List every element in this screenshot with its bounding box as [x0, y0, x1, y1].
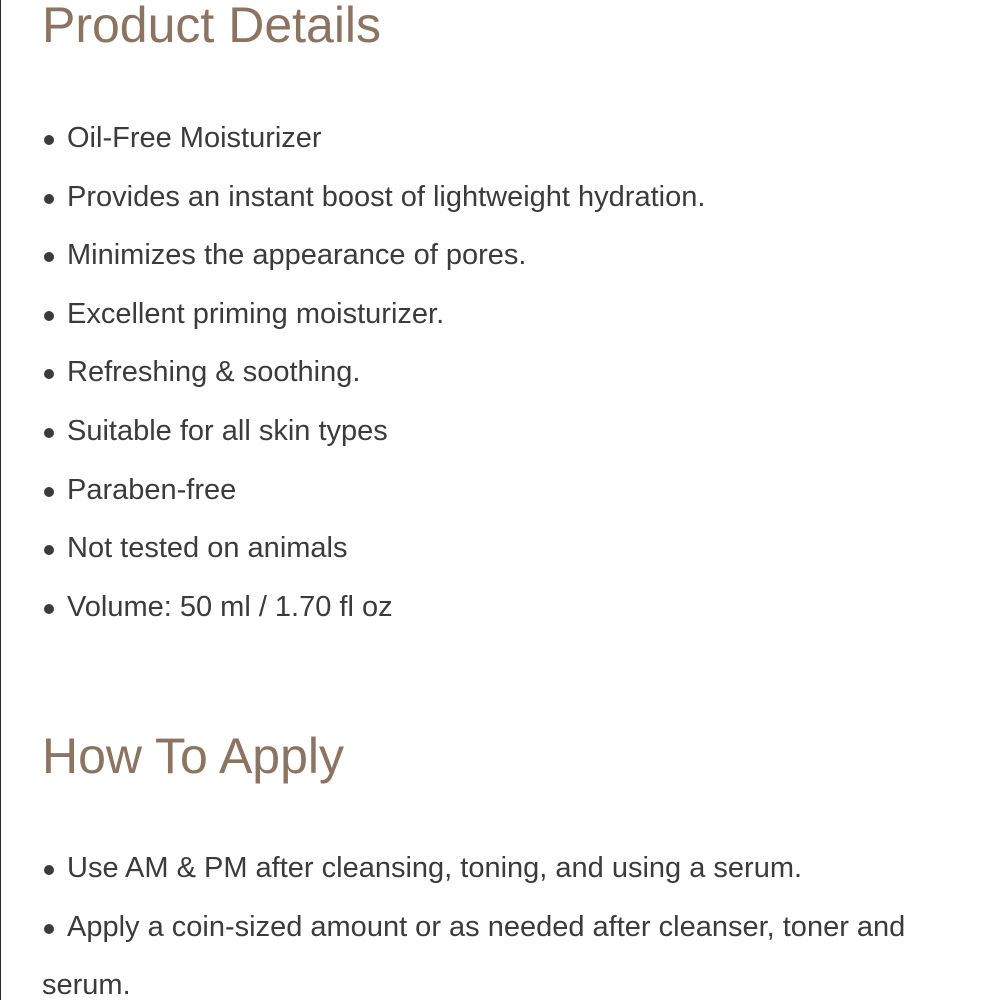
list-item-text: Excellent priming moisturizer. [67, 297, 445, 330]
product-details-list [42, 109, 972, 636]
bullet-icon [44, 252, 54, 262]
list-item [42, 168, 972, 227]
bullet-icon [44, 369, 54, 379]
bullet-icon [44, 311, 54, 321]
bullet-icon [44, 194, 54, 204]
list-item [42, 226, 972, 285]
list-item-text: Paraben-free [67, 473, 237, 506]
bullet-icon [44, 487, 54, 497]
how-to-apply-heading: How To Apply [42, 728, 345, 784]
bullet-icon [44, 545, 54, 555]
list-item [42, 402, 972, 461]
list-item-text: Suitable for all skin types [67, 414, 388, 447]
list-item-text: Not tested on animals [67, 532, 348, 565]
list-item [42, 285, 972, 344]
bullet-icon [44, 428, 54, 438]
product-details-heading: Product Details [42, 0, 382, 53]
bullet-icon [44, 865, 54, 875]
how-to-apply-list [42, 839, 972, 1000]
list-item-text: Refreshing & soothing. [67, 356, 361, 389]
list-item-text: Apply a coin-sized amount or as needed after cleanser, toner and serum. [42, 910, 906, 1000]
list-item-text: Volume: 50 ml / 1.70 fl oz [67, 590, 393, 623]
list-item-text: Oil-Free Moisturizer [67, 122, 322, 154]
bullet-icon [44, 604, 54, 614]
list-item-text: Minimizes the appearance of pores. [67, 239, 527, 272]
list-item-text: Use AM & PM after cleansing, toning, and using a serum. [67, 852, 803, 884]
bullet-icon [44, 924, 54, 934]
list-item [42, 578, 972, 637]
list-item [42, 839, 972, 898]
bullet-icon [44, 135, 54, 145]
list-item [42, 898, 972, 1000]
list-item-text: Provides an instant boost of lightweight hydration. [67, 180, 706, 213]
list-item [42, 461, 972, 520]
list-item [42, 109, 972, 168]
list-item [42, 343, 972, 402]
list-item [42, 519, 972, 578]
